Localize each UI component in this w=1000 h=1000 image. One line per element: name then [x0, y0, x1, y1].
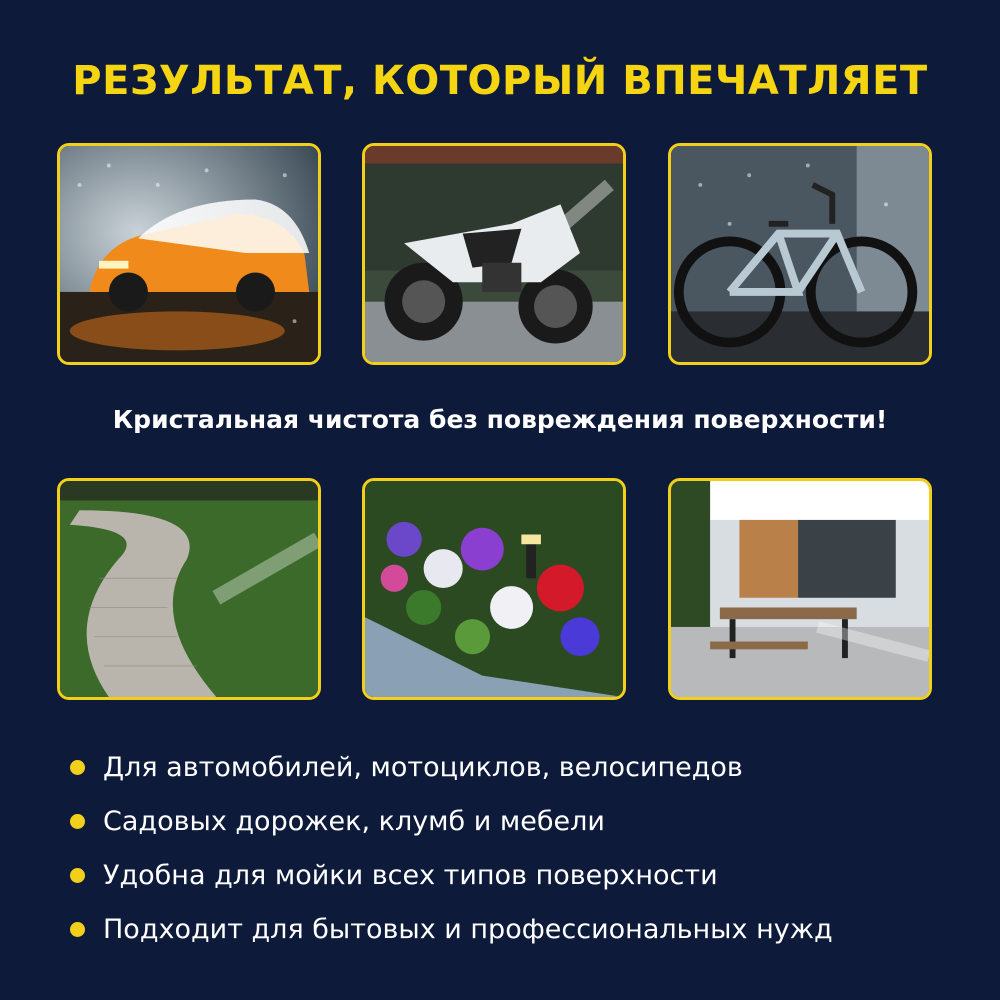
bullet-text: Для автомобилей, мотоциклов, велосипедов: [103, 751, 743, 783]
garden-path-wash-photo: [57, 478, 321, 700]
garden-furniture-wash-photo: [668, 478, 932, 700]
bullet-text: Садовых дорожек, клумб и мебели: [103, 805, 605, 837]
page-title: РЕЗУЛЬТАТ, КОТОРЫЙ ВПЕЧАТЛЯЕТ: [72, 58, 928, 104]
bullet-dot-icon: [70, 922, 85, 937]
flowerbed-watering-photo: [362, 478, 626, 700]
list-item: [70, 848, 970, 902]
bullet-dot-icon: [70, 814, 85, 829]
list-item: [70, 794, 970, 848]
subtitle: Кристальная чистота без повреждения поверхности!: [112, 405, 888, 434]
bullet-text: Удобна для мойки всех типов поверхности: [103, 859, 718, 891]
bullet-dot-icon: [70, 868, 85, 883]
bullet-text: Подходит для бытовых и профессиональных нужд: [103, 913, 833, 945]
bicycle-wash-photo: [668, 143, 932, 365]
list-item: [70, 740, 970, 794]
list-item: [70, 902, 970, 956]
feature-list: [70, 740, 970, 956]
car-wash-photo: [57, 143, 321, 365]
motorcycle-wash-photo: [362, 143, 626, 365]
bullet-dot-icon: [70, 760, 85, 775]
